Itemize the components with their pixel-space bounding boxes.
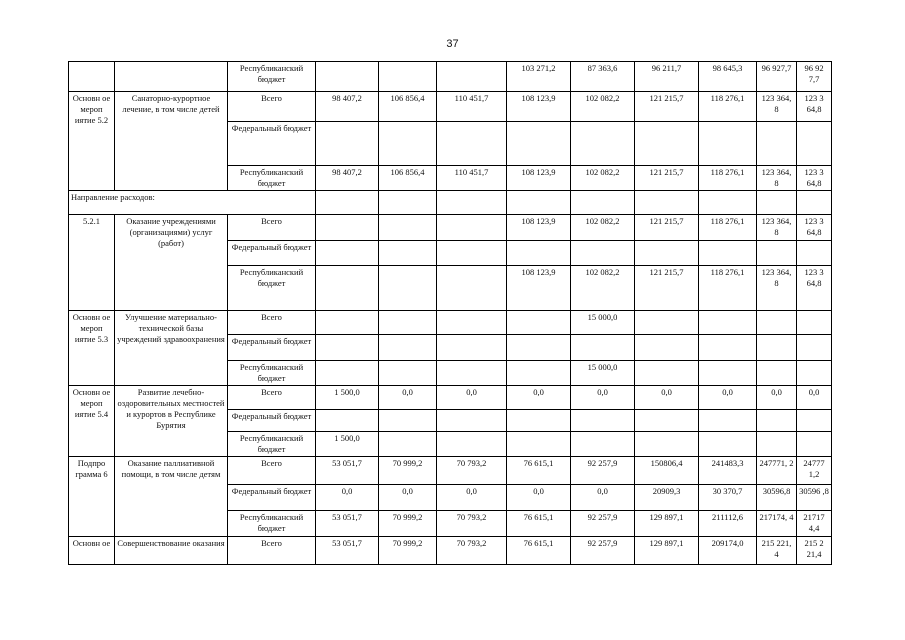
value-cell: [635, 311, 699, 335]
value-cell: 96 92 7,7: [797, 62, 832, 92]
value-cell: 0,0: [437, 485, 507, 511]
value-cell: 108 123,9: [507, 215, 571, 241]
value-cell: 108 123,9: [507, 266, 571, 311]
value-cell: [316, 62, 379, 92]
empty-cell: [571, 191, 635, 215]
value-cell: [635, 361, 699, 386]
value-cell: [437, 215, 507, 241]
value-cell: 209174,0: [699, 537, 757, 565]
value-cell: 0,0: [635, 386, 699, 410]
value-cell: [379, 361, 437, 386]
value-cell: [437, 432, 507, 457]
value-cell: 217174, 4: [757, 511, 797, 537]
value-cell: 30596 ,8: [797, 485, 832, 511]
value-cell: [316, 311, 379, 335]
value-cell: 102 082,2: [571, 215, 635, 241]
value-cell: 102 082,2: [571, 166, 635, 191]
value-cell: [797, 410, 832, 432]
value-cell: [507, 122, 571, 166]
value-cell: [316, 122, 379, 166]
measure-name-cell: Оказание паллиативной помощи, в том числе детям: [115, 457, 228, 537]
measure-name-cell: [115, 62, 228, 92]
value-cell: 76 615,1: [507, 457, 571, 485]
value-cell: [757, 361, 797, 386]
value-cell: [757, 311, 797, 335]
value-cell: 103 271,2: [507, 62, 571, 92]
value-cell: 24777 1,2: [797, 457, 832, 485]
funding-source-cell: Всего: [228, 215, 316, 241]
value-cell: [757, 335, 797, 361]
value-cell: [379, 311, 437, 335]
value-cell: [571, 335, 635, 361]
value-cell: 123 3 64,8: [797, 92, 832, 122]
value-cell: 98 407,2: [316, 92, 379, 122]
value-cell: [379, 241, 437, 266]
value-cell: [507, 410, 571, 432]
measure-name-cell: Совершенствование оказания: [115, 537, 228, 565]
value-cell: [699, 311, 757, 335]
empty-cell: [507, 191, 571, 215]
value-cell: 106 856,4: [379, 92, 437, 122]
table-row: [69, 386, 832, 410]
measure-code-cell: Основн ое мероп иятие 5.4: [69, 386, 115, 457]
table-row: [69, 191, 832, 215]
value-cell: 30596,8: [757, 485, 797, 511]
value-cell: [316, 215, 379, 241]
value-cell: 118 276,1: [699, 215, 757, 241]
value-cell: 106 856,4: [379, 166, 437, 191]
value-cell: [437, 266, 507, 311]
value-cell: 70 793,2: [437, 457, 507, 485]
value-cell: 118 276,1: [699, 92, 757, 122]
value-cell: 21717 4,4: [797, 511, 832, 537]
funding-source-cell: Всего: [228, 311, 316, 335]
value-cell: 108 123,9: [507, 166, 571, 191]
value-cell: [571, 122, 635, 166]
value-cell: 121 215,7: [635, 215, 699, 241]
empty-cell: [316, 191, 379, 215]
value-cell: 70 999,2: [379, 537, 437, 565]
value-cell: 70 793,2: [437, 511, 507, 537]
funding-source-cell: Всего: [228, 386, 316, 410]
measure-name-cell: Улучшение материально-технической базы учреждений здравоохранения: [115, 311, 228, 386]
value-cell: 121 215,7: [635, 166, 699, 191]
value-cell: [379, 215, 437, 241]
value-cell: 0,0: [507, 485, 571, 511]
value-cell: 92 257,9: [571, 457, 635, 485]
value-cell: [379, 62, 437, 92]
value-cell: [507, 432, 571, 457]
value-cell: [797, 241, 832, 266]
value-cell: [437, 335, 507, 361]
measure-name-cell: Развитие лечебно-оздоровительных местностей и курортов в Республике Бурятия: [115, 386, 228, 457]
empty-cell: [635, 191, 699, 215]
value-cell: 53 051,7: [316, 511, 379, 537]
value-cell: 1 500,0: [316, 432, 379, 457]
funding-source-cell: Всего: [228, 457, 316, 485]
value-cell: [507, 311, 571, 335]
value-cell: 15 000,0: [571, 311, 635, 335]
measure-name-cell: Оказание учреждениями (организациями) услуг (работ): [115, 215, 228, 311]
value-cell: [437, 122, 507, 166]
value-cell: [797, 335, 832, 361]
value-cell: 15 000,0: [571, 361, 635, 386]
value-cell: 0,0: [316, 485, 379, 511]
value-cell: 0,0: [379, 386, 437, 410]
value-cell: [635, 122, 699, 166]
value-cell: [437, 361, 507, 386]
value-cell: 211112,6: [699, 511, 757, 537]
funding-source-cell: Республиканский бюджет: [228, 266, 316, 311]
value-cell: 129 897,1: [635, 537, 699, 565]
value-cell: 76 615,1: [507, 537, 571, 565]
expense-direction-label: Направление расходов:: [69, 191, 316, 215]
empty-cell: [379, 191, 437, 215]
value-cell: [379, 266, 437, 311]
value-cell: [437, 62, 507, 92]
empty-cell: [757, 191, 797, 215]
value-cell: 96 211,7: [635, 62, 699, 92]
value-cell: 123 364, 8: [757, 215, 797, 241]
value-cell: [379, 122, 437, 166]
value-cell: [699, 432, 757, 457]
funding-source-cell: Федеральный бюджет: [228, 122, 316, 166]
value-cell: 92 257,9: [571, 511, 635, 537]
value-cell: [507, 335, 571, 361]
value-cell: [316, 266, 379, 311]
value-cell: [571, 410, 635, 432]
measure-code-cell: Основн ое: [69, 537, 115, 565]
value-cell: 123 364, 8: [757, 166, 797, 191]
value-cell: 53 051,7: [316, 457, 379, 485]
value-cell: [699, 122, 757, 166]
empty-cell: [437, 191, 507, 215]
funding-source-cell: Всего: [228, 537, 316, 565]
table-row: [69, 311, 832, 335]
table-row: [69, 215, 832, 241]
value-cell: [437, 410, 507, 432]
funding-source-cell: Федеральный бюджет: [228, 241, 316, 266]
value-cell: 98 407,2: [316, 166, 379, 191]
value-cell: 247771, 2: [757, 457, 797, 485]
value-cell: [316, 361, 379, 386]
measure-code-cell: Подпро грамма 6: [69, 457, 115, 537]
table-row: [69, 62, 832, 92]
value-cell: 102 082,2: [571, 92, 635, 122]
value-cell: [635, 241, 699, 266]
value-cell: [699, 361, 757, 386]
value-cell: 110 451,7: [437, 166, 507, 191]
value-cell: [379, 410, 437, 432]
value-cell: 121 215,7: [635, 92, 699, 122]
value-cell: 98 645,3: [699, 62, 757, 92]
table-row: [69, 537, 832, 565]
funding-source-cell: Республиканский бюджет: [228, 62, 316, 92]
value-cell: [797, 122, 832, 166]
value-cell: 30 370,7: [699, 485, 757, 511]
measure-name-cell: Санаторно-курортное лечение, в том числе детей: [115, 92, 228, 191]
value-cell: 118 276,1: [699, 266, 757, 311]
value-cell: [797, 432, 832, 457]
measure-code-cell: Основн ое мероп иятие 5.3: [69, 311, 115, 386]
value-cell: [437, 241, 507, 266]
value-cell: 96 927,7: [757, 62, 797, 92]
value-cell: 70 999,2: [379, 511, 437, 537]
value-cell: 150806,4: [635, 457, 699, 485]
value-cell: 70 793,2: [437, 537, 507, 565]
value-cell: 123 3 64,8: [797, 266, 832, 311]
funding-source-cell: Республиканский бюджет: [228, 432, 316, 457]
page-number: 37: [446, 38, 459, 50]
value-cell: [757, 122, 797, 166]
value-cell: 102 082,2: [571, 266, 635, 311]
value-cell: [699, 241, 757, 266]
value-cell: 129 897,1: [635, 511, 699, 537]
value-cell: 0,0: [437, 386, 507, 410]
table-row: [69, 457, 832, 485]
value-cell: [757, 410, 797, 432]
value-cell: 0,0: [797, 386, 832, 410]
value-cell: 0,0: [571, 386, 635, 410]
value-cell: 123 3 64,8: [797, 215, 832, 241]
value-cell: 123 364, 8: [757, 266, 797, 311]
measure-code-cell: Основн ое мероп иятие 5.2: [69, 92, 115, 191]
value-cell: 1 500,0: [316, 386, 379, 410]
funding-source-cell: Федеральный бюджет: [228, 335, 316, 361]
value-cell: 20909,3: [635, 485, 699, 511]
measure-code-cell: 5.2.1: [69, 215, 115, 311]
value-cell: [635, 432, 699, 457]
value-cell: 76 615,1: [507, 511, 571, 537]
value-cell: [635, 410, 699, 432]
value-cell: 123 364, 8: [757, 92, 797, 122]
value-cell: 118 276,1: [699, 166, 757, 191]
funding-source-cell: Республиканский бюджет: [228, 511, 316, 537]
value-cell: 0,0: [507, 386, 571, 410]
value-cell: 0,0: [757, 386, 797, 410]
funding-source-cell: Республиканский бюджет: [228, 166, 316, 191]
value-cell: 0,0: [699, 386, 757, 410]
value-cell: [797, 311, 832, 335]
value-cell: [379, 335, 437, 361]
value-cell: 92 257,9: [571, 537, 635, 565]
table-row: [69, 92, 832, 122]
value-cell: 108 123,9: [507, 92, 571, 122]
value-cell: 87 363,6: [571, 62, 635, 92]
value-cell: 215 2 21,4: [797, 537, 832, 565]
empty-cell: [699, 191, 757, 215]
value-cell: 0,0: [379, 485, 437, 511]
funding-source-cell: Республиканский бюджет: [228, 361, 316, 386]
value-cell: 0,0: [571, 485, 635, 511]
funding-source-cell: Всего: [228, 92, 316, 122]
value-cell: [699, 410, 757, 432]
value-cell: 241483,3: [699, 457, 757, 485]
value-cell: 70 999,2: [379, 457, 437, 485]
value-cell: 215 221, 4: [757, 537, 797, 565]
value-cell: [635, 335, 699, 361]
value-cell: [316, 335, 379, 361]
value-cell: [507, 241, 571, 266]
value-cell: 110 451,7: [437, 92, 507, 122]
value-cell: [571, 241, 635, 266]
value-cell: [437, 311, 507, 335]
value-cell: [316, 241, 379, 266]
value-cell: [507, 361, 571, 386]
value-cell: 53 051,7: [316, 537, 379, 565]
value-cell: [379, 432, 437, 457]
value-cell: [571, 432, 635, 457]
value-cell: 121 215,7: [635, 266, 699, 311]
value-cell: [757, 241, 797, 266]
value-cell: [757, 432, 797, 457]
value-cell: [797, 361, 832, 386]
value-cell: [699, 335, 757, 361]
funding-source-cell: Федеральный бюджет: [228, 485, 316, 511]
measure-code-cell: [69, 62, 115, 92]
value-cell: 123 3 64,8: [797, 166, 832, 191]
funding-source-cell: Федеральный бюджет: [228, 410, 316, 432]
budget-table: [68, 61, 832, 565]
value-cell: [316, 410, 379, 432]
empty-cell: [797, 191, 832, 215]
